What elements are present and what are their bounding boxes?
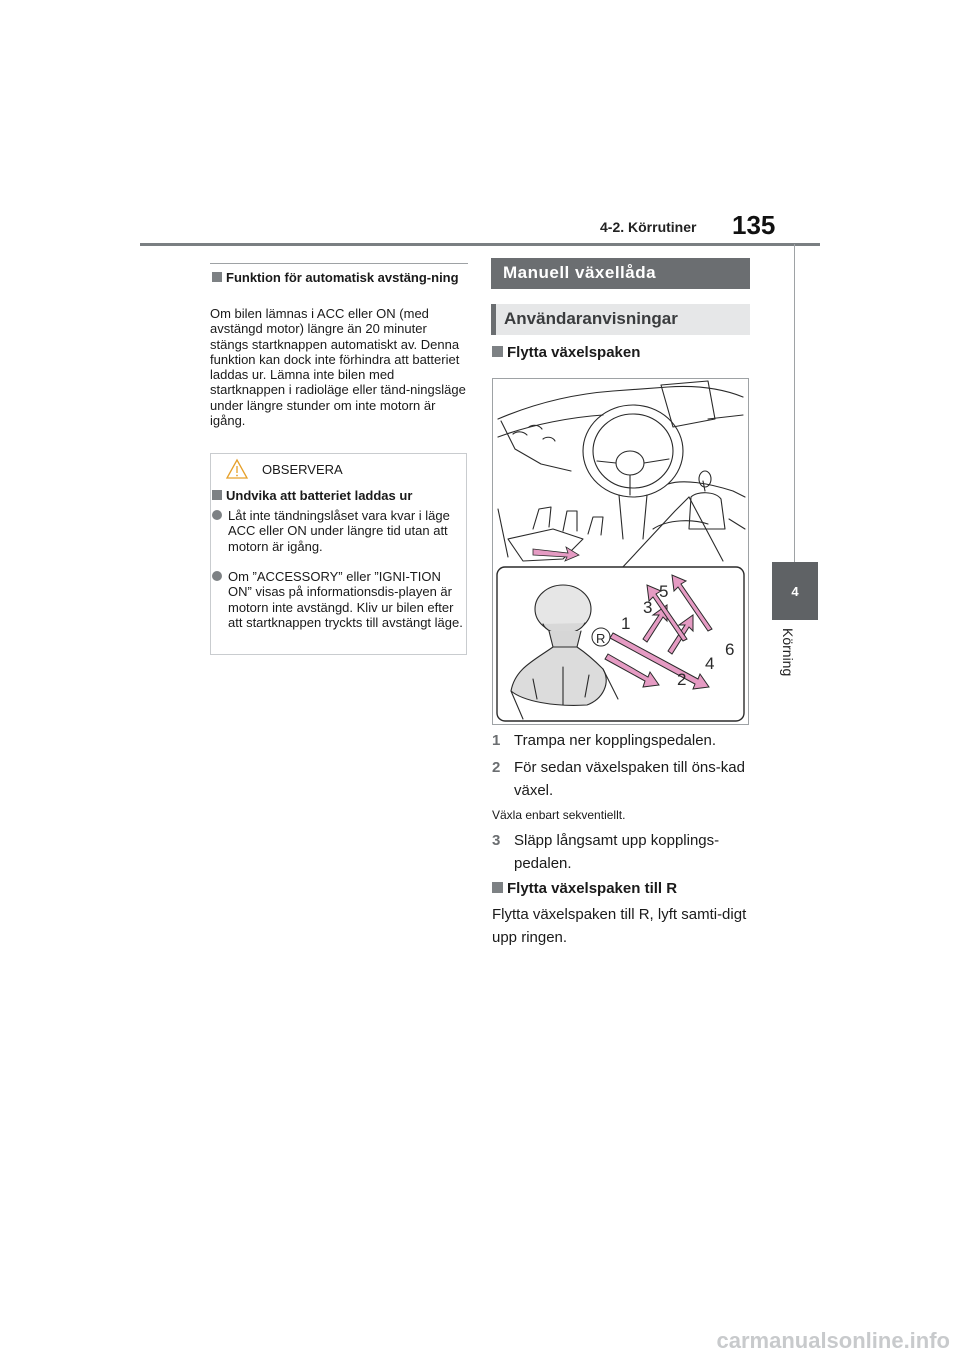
step-number: 3 <box>492 832 501 849</box>
section-bar-label: Manuell växellåda <box>503 263 657 282</box>
notice-bullet <box>212 508 462 554</box>
square-bullet-icon <box>492 346 503 357</box>
side-tab-line <box>794 244 795 562</box>
subsection-bar <box>491 304 750 335</box>
reverse-heading-text: Flytta växelspaken till R <box>507 880 678 897</box>
step-number: 2 <box>492 759 501 776</box>
subsection-bar-label: Användaranvisningar <box>504 309 678 328</box>
shift-heading-text: Flytta växelspaken <box>507 344 641 361</box>
gear-label-1: 1 <box>621 614 631 633</box>
left-divider <box>210 263 468 264</box>
reverse-body: Flytta växelspaken till R, lyft samti-digt upp ringen. <box>492 906 747 946</box>
chapter-number: 4 <box>791 584 799 599</box>
notice-title: OBSERVERA <box>262 462 343 477</box>
step-text: Släpp långsamt upp kopplings-pedalen. <box>514 832 720 872</box>
auto-off-heading <box>212 270 468 285</box>
chapter-name: Körning <box>780 628 796 677</box>
warning-triangle-icon <box>225 458 249 480</box>
gear-label-r: R <box>596 631 606 646</box>
gear-label-6: 6 <box>725 640 735 659</box>
square-bullet-icon <box>492 882 503 893</box>
auto-off-heading-text: Funktion för automatisk avstäng-ning <box>226 270 459 285</box>
watermark: carmanualsonline.info <box>716 1328 950 1353</box>
gear-label-2: 2 <box>677 670 687 689</box>
notice-bullet-text: Låt inte tändningslåset vara kvar i läge ACC eller ON under längre tid utan att motorn är igång. <box>228 508 450 554</box>
section-bar <box>491 258 750 289</box>
round-bullet-icon <box>212 510 222 520</box>
reverse-heading <box>492 880 677 897</box>
auto-off-body: Om bilen lämnas i ACC eller ON (med avstängd motor) längre än 20 minuter stängs startknappen automatiskt av. Denna funktion kan dock inte förhindra att batteriet laddas ur. Lämna inte bilen med startknappen i radioläge eller tänd-ningsläge under längre stunder om inte motorn är igång. <box>210 306 466 429</box>
header-rule <box>140 243 820 246</box>
shift-heading <box>492 344 640 361</box>
chapter-tab <box>772 562 818 620</box>
gear-label-3: 3 <box>643 598 653 617</box>
section-title: 4-2. Körrutiner <box>600 219 697 235</box>
gear-shift-figure <box>492 378 749 725</box>
square-bullet-icon <box>212 490 222 500</box>
notice-heading-text: Undvika att batteriet laddas ur <box>226 488 413 503</box>
page-number: 135 <box>732 210 776 240</box>
step-text: Trampa ner kopplingspedalen. <box>514 732 717 749</box>
gear-label-5: 5 <box>659 582 669 601</box>
notice-heading <box>212 488 412 503</box>
gear-shift-illustration <box>493 379 748 724</box>
notice-bullet-text: Om ”ACCESSORY” eller ”IGNI-TION ON” visas på informationsdis-playen är motorn inte avstängd. Kliv ur bilen efter att startknappen tryckts till avstängt läge. <box>228 569 463 630</box>
subsection-bar-accent <box>491 304 496 335</box>
sequential-note: Växla enbart sekventiellt. <box>492 808 626 822</box>
step-number: 1 <box>492 732 501 749</box>
notice-bullet <box>212 569 463 630</box>
gear-label-4: 4 <box>705 654 715 673</box>
square-bullet-icon <box>212 272 222 282</box>
step-text: För sedan växelspaken till öns-kad växel. <box>514 759 745 799</box>
round-bullet-icon <box>212 571 222 581</box>
